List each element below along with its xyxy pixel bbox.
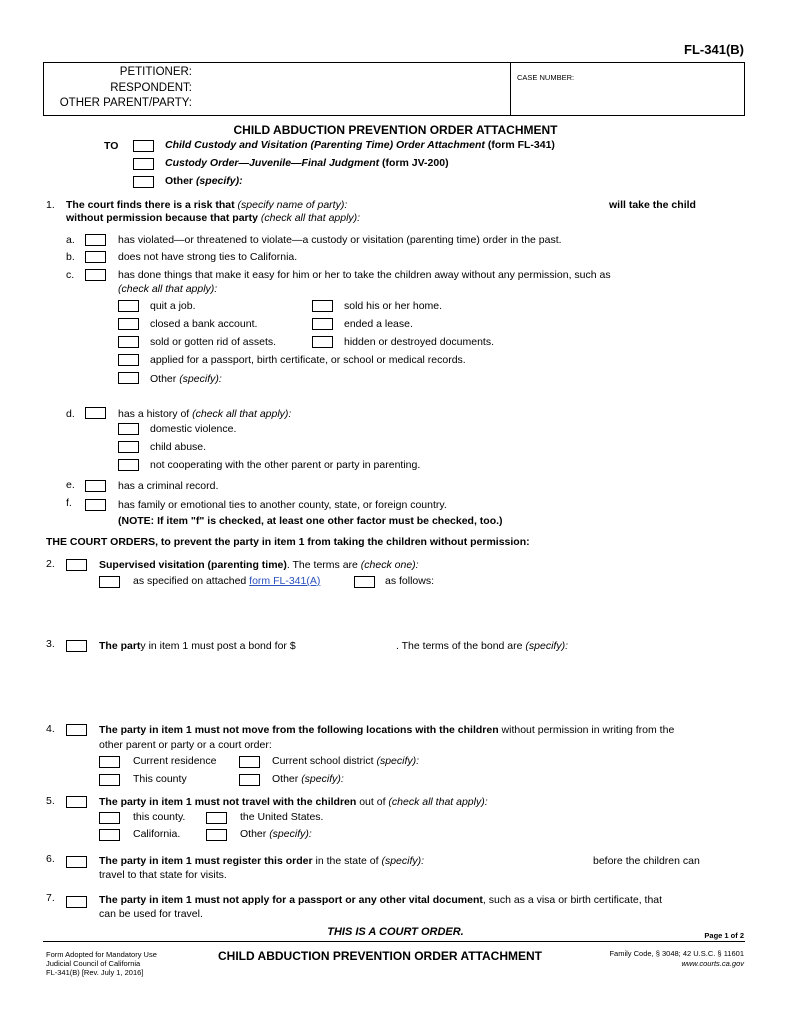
item1d-letter: d. — [66, 408, 75, 420]
not-cooperating-text: not cooperating with the other parent or party in parenting. — [150, 459, 421, 471]
travel-other-text: Other (specify): — [240, 828, 312, 840]
item2-checkbox[interactable] — [66, 559, 87, 571]
item1-line1-end: will take the child — [609, 199, 696, 211]
item6-number: 6. — [46, 853, 55, 865]
page-title: CHILD ABDUCTION PREVENTION ORDER ATTACHMENT — [233, 123, 558, 137]
to-jv200-text: Custody Order—Juvenile—Final Judgment (form JV-200) — [165, 157, 449, 169]
item2-number: 2. — [46, 558, 55, 570]
caption-divider — [510, 62, 511, 116]
documents-checkbox[interactable] — [312, 336, 333, 348]
form-fl341a-link[interactable]: form FL-341(A) — [249, 575, 321, 587]
item6-text-end: before the children can — [593, 855, 700, 867]
item1-line1: The court finds there is a risk that (specify name of party): — [66, 199, 348, 211]
not-cooperating-checkbox[interactable] — [118, 459, 139, 471]
item4-other-text: Other (specify): — [272, 773, 344, 785]
footer-adopted: Form Adopted for Mandatory Use — [46, 950, 157, 959]
to-fl341-text: Child Custody and Visitation (Parenting Time) Order Attachment (form FL-341) — [165, 139, 555, 151]
to-other-text: Other (specify): — [165, 175, 243, 187]
item5-text: The party in item 1 must not travel with the children out of (check all that apply): — [99, 796, 488, 808]
form-id: FL-341(B) — [684, 42, 744, 57]
page-number: Page 1 of 2 — [704, 931, 744, 940]
travel-other-checkbox[interactable] — [206, 829, 227, 841]
item1b-checkbox[interactable] — [85, 251, 106, 263]
travel-california-checkbox[interactable] — [99, 829, 120, 841]
passport-checkbox[interactable] — [118, 354, 139, 366]
item3-text: The party in item 1 must post a bond for $ — [99, 640, 296, 652]
item4-checkbox[interactable] — [66, 724, 87, 736]
item1f-text: has family or emotional ties to another county, state, or foreign country. — [118, 499, 447, 511]
respondent-label: RESPONDENT: — [110, 82, 192, 94]
item7-checkbox[interactable] — [66, 896, 87, 908]
case-number-label: CASE NUMBER: — [517, 73, 575, 82]
current-residence-checkbox[interactable] — [99, 756, 120, 768]
domestic-violence-checkbox[interactable] — [118, 423, 139, 435]
item1f-checkbox[interactable] — [85, 499, 106, 511]
travel-county-text: this county. — [133, 811, 186, 823]
item2-attached-checkbox[interactable] — [99, 576, 120, 588]
travel-county-checkbox[interactable] — [99, 812, 120, 824]
lease-checkbox[interactable] — [312, 318, 333, 330]
item1a-text: has violated—or threatened to violate—a custody or visitation (parenting time) order in the past. — [118, 234, 562, 246]
item4-text2: other parent or party or a court order: — [99, 739, 272, 751]
item4-number: 4. — [46, 723, 55, 735]
item1d-checkbox[interactable] — [85, 407, 106, 419]
item1c-checkbox[interactable] — [85, 269, 106, 281]
item1-number: 1. — [46, 199, 55, 211]
to-fl341-checkbox[interactable] — [133, 140, 154, 152]
item3-terms: . The terms of the bond are (specify): — [396, 640, 568, 652]
bank-checkbox[interactable] — [118, 318, 139, 330]
documents-text: hidden or destroyed documents. — [344, 336, 495, 348]
item1d-text: has a history of (check all that apply): — [118, 408, 292, 420]
bank-text: closed a bank account. — [150, 318, 258, 330]
quit-job-text: quit a job. — [150, 300, 196, 312]
item1b-letter: b. — [66, 251, 75, 263]
item6-text: The party in item 1 must register this order in the state of (specify): — [99, 855, 425, 867]
item6-text2: travel to that state for visits. — [99, 869, 227, 881]
item7-text2: can be used for travel. — [99, 908, 203, 920]
domestic-violence-text: domestic violence. — [150, 423, 237, 435]
other-parent-label: OTHER PARENT/PARTY: — [59, 97, 192, 109]
footer-code: Family Code, § 3048; 42 U.S.C. § 11601 — [609, 949, 744, 958]
item6-checkbox[interactable] — [66, 856, 87, 868]
item1c-other-checkbox[interactable] — [118, 372, 139, 384]
item1f-letter: f. — [66, 497, 72, 509]
footer-rule — [43, 941, 745, 942]
sold-home-text: sold his or her home. — [344, 300, 443, 312]
child-abuse-text: child abuse. — [150, 441, 207, 453]
court-orders-heading: THE COURT ORDERS, to prevent the party in item 1 from taking the children without permission: — [46, 536, 530, 548]
petitioner-label: PETITIONER: — [119, 66, 192, 78]
court-order-notice: THIS IS A COURT ORDER. — [327, 926, 464, 938]
to-jv200-checkbox[interactable] — [133, 158, 154, 170]
this-county-text: This county — [133, 773, 187, 785]
item1c-text: has done things that make it easy for him or her to take the children away without any permission, such as — [118, 269, 611, 281]
current-residence-text: Current residence — [133, 755, 217, 767]
item1f-note: (NOTE: If item "f" is checked, at least one other factor must be checked, too.) — [118, 515, 503, 527]
item4-other-checkbox[interactable] — [239, 774, 260, 786]
item2-attached-text: as specified on attached form FL-341(A) — [133, 575, 321, 587]
item1b-text: does not have strong ties to California. — [118, 251, 298, 263]
child-abuse-checkbox[interactable] — [118, 441, 139, 453]
quit-job-checkbox[interactable] — [118, 300, 139, 312]
footer-council: Judicial Council of California — [46, 959, 141, 968]
school-district-text: Current school district (specify): — [272, 755, 420, 767]
passport-text: applied for a passport, birth certificate, or school or medical records. — [150, 354, 466, 366]
sold-home-checkbox[interactable] — [312, 300, 333, 312]
item1-line2: without permission because that party (check all that apply): — [66, 212, 361, 224]
school-district-checkbox[interactable] — [239, 756, 260, 768]
item1c-check-all: (check all that apply): — [118, 283, 218, 295]
item2-as-follows-checkbox[interactable] — [354, 576, 375, 588]
item1e-text: has a criminal record. — [118, 480, 219, 492]
item3-checkbox[interactable] — [66, 640, 87, 652]
item1a-checkbox[interactable] — [85, 234, 106, 246]
item4-text: The party in item 1 must not move from the following locations with the children without permission in writing from the — [99, 724, 675, 736]
item1e-checkbox[interactable] — [85, 480, 106, 492]
item1c-letter: c. — [66, 269, 75, 281]
footer-title: CHILD ABDUCTION PREVENTION ORDER ATTACHMENT — [218, 949, 542, 963]
item7-text: The party in item 1 must not apply for a passport or any other vital document, such as a visa or birth certificate, that — [99, 894, 663, 906]
item1c-other-text: Other (specify): — [150, 373, 222, 385]
travel-us-text: the United States. — [240, 811, 324, 823]
item5-checkbox[interactable] — [66, 796, 87, 808]
to-label: TO — [104, 140, 119, 152]
assets-checkbox[interactable] — [118, 336, 139, 348]
item1e-letter: e. — [66, 479, 75, 491]
footer-url[interactable]: www.courts.ca.gov — [681, 959, 744, 968]
item7-number: 7. — [46, 892, 55, 904]
item2-text: Supervised visitation (parenting time). The terms are (check one): — [99, 559, 419, 571]
footer-rev: FL-341(B) [Rev. July 1, 2016] — [46, 968, 144, 977]
item1a-letter: a. — [66, 234, 75, 246]
travel-us-checkbox[interactable] — [206, 812, 227, 824]
travel-california-text: California. — [133, 828, 181, 840]
item5-number: 5. — [46, 795, 55, 807]
this-county-checkbox[interactable] — [99, 774, 120, 786]
to-other-checkbox[interactable] — [133, 176, 154, 188]
item3-number: 3. — [46, 638, 55, 650]
lease-text: ended a lease. — [344, 318, 413, 330]
item2-as-follows-text: as follows: — [385, 575, 435, 587]
assets-text: sold or gotten rid of assets. — [150, 336, 277, 348]
